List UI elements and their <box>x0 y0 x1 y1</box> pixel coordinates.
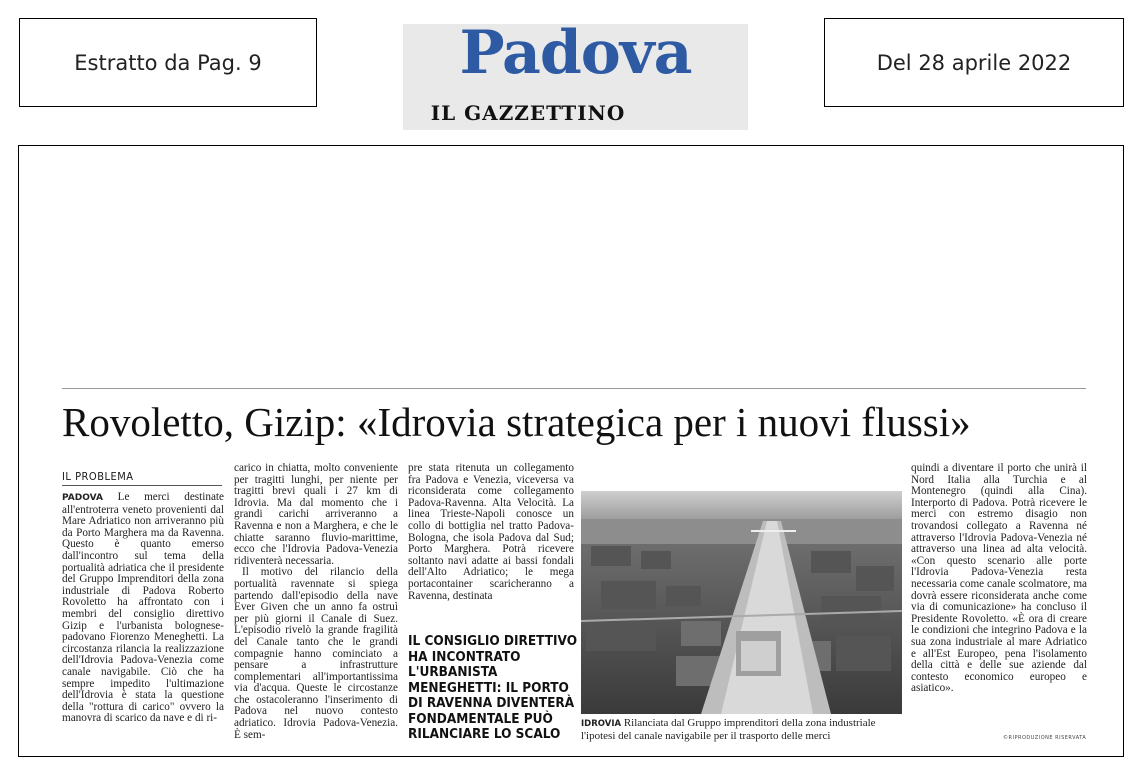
divider <box>62 388 1086 389</box>
date-label: Del 28 aprile 2022 <box>876 50 1072 75</box>
column-2-paragraph-2: Il motivo del rilancio della portualità ravennate si spiega partendo dall'episodio della nave Ever Given che un anno fa ostruì per più giorni il Canale di Suez. L'episodio rivelò la grande fragilità del Canale tanto che le grandi compagnie hanno cominciato a pensare a infrastrutture complementari all'importantissima via d'acqua. Queste le circostanze che ostacoleranno l'inserimento di Padova nel nuovo contesto adriatico. Idrovia Padova-Venezia. È sem- <box>234 566 398 741</box>
caption-text: Rilanciata dal Gruppo imprenditori della zona industriale l'ipotesi del canale navigabile per il trasporto delle merci <box>581 717 876 742</box>
caption-tag: IDROVIA <box>581 719 622 729</box>
article-column-2 <box>234 463 398 741</box>
column-1-text: Le merci destinate all'entroterra veneto provenienti dal Mare Adriatico non arriveranno più da Porto Marghera ma da Ravenna. Questo è quanto emerso dall'incontro sul tema della portualità adriatica che il presidente del Gruppo Imprenditori della zona industriale di Padova Roberto Rovoletto ha affrontato con i membri del consiglio direttivo Gizip e l'urbanista bolognese-padovano Fiorenzo Meneghetti. La circostanza rilancia la realizzazione dell'Idrovia Padova-Venezia come canale navigabile. Ciò che ha sempre impedito l'ultimazione dell'Idrovia è stata la questione della "rottura di carico" ovvero la manovra di scarico da nave e di ri- <box>62 491 225 725</box>
column-2-paragraph-1: carico in chiatta, molto conveniente per tragitti lunghi, per niente per tragitti brevi quali i 27 km di Idrovia. Ma dal momento che i grandi carichi arriveranno a Ravenna e non a Marghera, e che le chiatte saranno fluvio-marittime, ecco che l'Idrovia Padova-Venezia ridiventerà necessaria. <box>234 462 398 567</box>
canal-aerial-photo <box>581 491 902 714</box>
extract-page-box <box>19 18 317 107</box>
article-column-1 <box>62 492 224 725</box>
article-headline: Rovoletto, Gizip: «Idrovia strategica per i nuovi flussi» <box>62 399 971 445</box>
column-3-text: pre stata ritenuta un collegamento fra Padova e Venezia, viceversa va riconsiderata come collegamento Padova-Ravenna. Alta Velocità. La linea Trieste-Napoli conosce un collo di bottiglia nel tratto Padova-Bologna, che isola Padova dal Sud; Porto Marghera. Potrà ricevere soltanto navi adatte ai bassi fondali dell'Alto Adriatico; le mega portacontainer scaricheranno a Ravenna, destinata <box>408 462 574 602</box>
newspaper-masthead <box>403 18 748 130</box>
dateline-place: PADOVA <box>62 493 103 503</box>
masthead-subtitle: IL GAZZETTINO <box>430 101 626 125</box>
column-4-text: quindi a diventare il porto che unirà il Nord Italia alla Turchia e al Montenegro (quindi alla Cina). Interporto di Padova. Potrà ricevere le merci con estremo disagio non trovandosi collegato a Ravenna né attraverso l'Idrovia Padova-Venezia né attraverso una linea ad alta velocità. «Con questo scenario alle porte l'Idrovia Padova-Venezia resta necessaria come canale scolmatore, ma dovrà essere riconsiderata anche come via di comunicazione» ha concluso il Presidente Rovoletto. «È ora di creare le condizioni che integrino Padova e la sua zona industriale al mare Adriatico e all'Est Europeo, pena l'isolamento della città e delle sue aziende dal contesto economico europeo e asiatico». <box>911 462 1087 695</box>
date-box <box>824 18 1124 107</box>
extract-page-label: Estratto da Pag. 9 <box>74 50 262 75</box>
photo-caption <box>581 717 906 742</box>
article-column-4 <box>911 463 1087 695</box>
copyright-notice: ©RIPRODUZIONE RISERVATA <box>1003 735 1087 741</box>
section-kicker: IL PROBLEMA <box>62 470 222 486</box>
article-column-3 <box>408 463 574 602</box>
pull-quote: IL CONSIGLIO DIRETTIVO HA INCONTRATO L'URBANISTA MENEGHETTI: IL PORTO DI RAVENNA DIVENTERÀ FONDAMENTALE PUÒ RILANCIARE LO SCALO <box>408 633 578 742</box>
masthead-title: Padova <box>459 18 692 88</box>
